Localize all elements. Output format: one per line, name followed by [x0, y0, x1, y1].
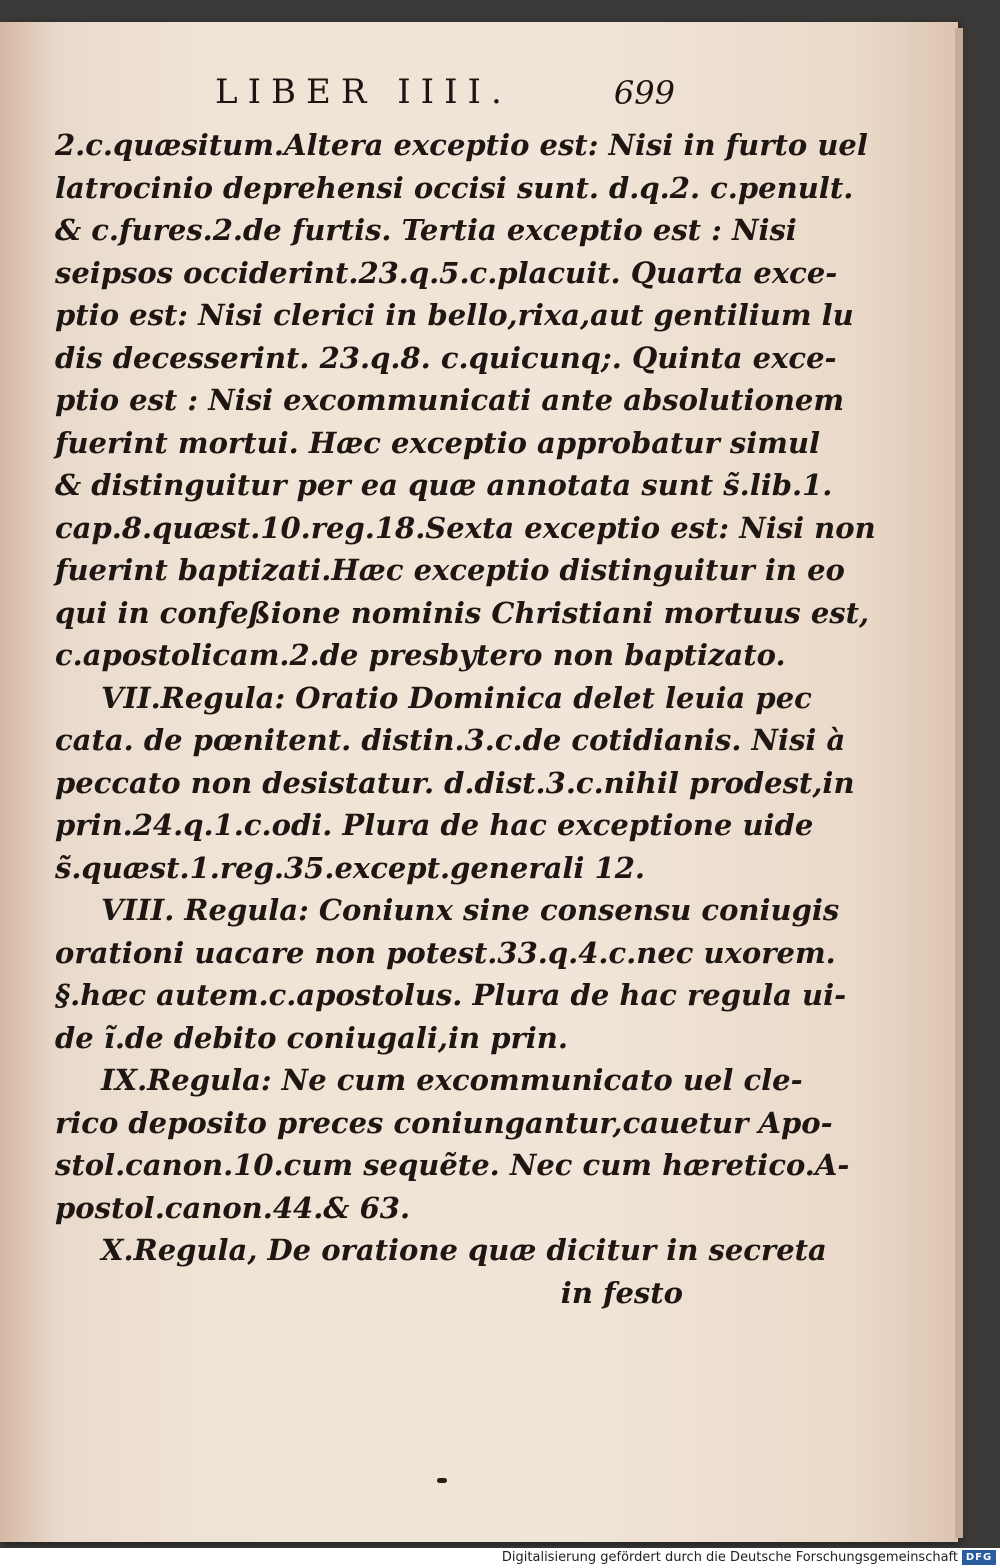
text-line: & c.fures.2.de furtis. Tertia exceptio est : Nisi — [55, 213, 797, 247]
text-line: rico deposito preces coniungantur,cauetur Apo- — [55, 1105, 833, 1140]
text-line: ptio est: Nisi clerici in bello,rixa,aut gentilium lu — [55, 298, 854, 332]
funding-credit: Digitalisierung gefördert durch die Deutsche Forschungsgemeinschaft — [501, 1550, 958, 1565]
text-line: cata. de pœnitent. distin.3.c.de cotidianis. Nisi à — [55, 723, 846, 757]
catchword: in festo — [560, 1275, 683, 1310]
text-line: postol.canon.44.& 63. — [55, 1190, 411, 1225]
text-line: qui in confeßione nominis Christiani mortuus est, — [55, 595, 870, 630]
rule-heading-line: VIII. Regula: Coniunx sine consensu coniugis — [101, 893, 840, 927]
running-head: LIBER IIII. — [215, 72, 512, 112]
text-line: latrocinio deprehensi occisi sunt. d.q.2. c.penult. — [55, 170, 854, 205]
body-text — [55, 124, 876, 1314]
dfg-logo: DFG — [962, 1550, 996, 1565]
text-line: prin.24.q.1.c.odi. Plura de hac exceptione uide — [55, 808, 814, 842]
text-line: peccato non desistatur. d.dist.3.c.nihil prodest,in — [55, 765, 855, 800]
text-line: ptio est : Nisi excommunicati ante absolutionem — [55, 383, 845, 417]
text-line: cap.8.quæst.10.reg.18.Sexta exceptio est: Nisi non — [55, 510, 876, 545]
rule-heading-line: IX.Regula: Ne cum excommunicato uel cle- — [101, 1063, 803, 1097]
text-line: & distinguitur per ea quæ annotata sunt s̃.lib.1. — [55, 468, 833, 502]
page-edge — [955, 28, 963, 1538]
text-line: orationi uacare non potest.33.q.4.c.nec uxorem. — [55, 935, 836, 970]
text-line: fuerint baptizati.Hæc exceptio distinguitur in eo — [55, 553, 845, 587]
text-line: c.apostolicam.2.de presbytero non baptizato. — [55, 638, 786, 672]
text-line: de ĩ.de debito coniugali,in prin. — [55, 1020, 568, 1055]
text-line: s̃.quæst.1.reg.35.except.generali 12. — [55, 850, 645, 885]
text-line: fuerint mortui. Hæc exceptio approbatur simul — [55, 425, 821, 460]
text-line: dis decesserint. 23.q.8. c.quicunq;. Quinta exce- — [55, 340, 837, 375]
ink-mark — [437, 1478, 447, 1483]
rule-heading-line: VII.Regula: Oratio Dominica delet leuia pec — [101, 680, 812, 715]
rule-heading-line: X.Regula, De oratione quæ dicitur in secreta — [101, 1233, 827, 1267]
text-line: 2.c.quæsitum.Altera exceptio est: Nisi in furto uel — [55, 128, 868, 162]
text-line: stol.canon.10.cum sequẽte. Nec cum hæretico.A- — [55, 1148, 850, 1182]
page-header — [55, 72, 675, 116]
page-number: 699 — [613, 74, 675, 112]
text-line: seipsos occiderint.23.q.5.c.placuit. Quarta exce- — [55, 255, 838, 290]
text-line: §.hæc autem.c.apostolus. Plura de hac regula ui- — [55, 978, 847, 1012]
